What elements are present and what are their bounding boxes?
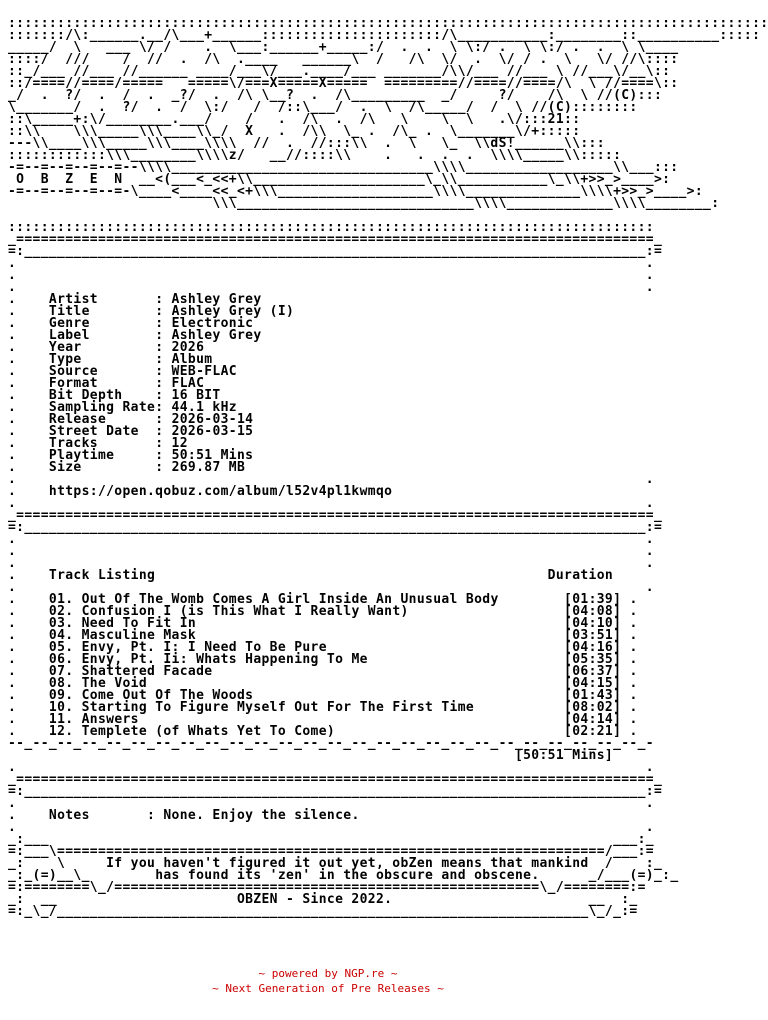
track-number: 12. [48,724,74,739]
field-value-year: 2026 [171,340,205,355]
nfo-line: . . [8,544,654,559]
field-label-bit-depth: Bit Depth [48,388,123,403]
track-duration: [04:15] [564,676,622,691]
powered-by-text: ~ powered by NGP.re ~ [258,967,398,980]
track-title: Envy, Pt. Ii: Whats Happening To Me [81,652,368,667]
track-title: Envy, Pt. I: I Need To Be Pure [81,640,327,655]
field-label-tracks: Tracks [48,436,98,451]
track-number: 06. [48,652,74,667]
field-label-size: Size [48,460,82,475]
field-label-year: Year [48,340,82,355]
track-row: . 06. Envy, Pt. Ii: Whats Happening To Me [05:35] . [8,652,638,667]
info-row-artist: . Artist : Ashley Grey [8,292,262,307]
track-duration: [08:02] [564,700,622,715]
field-value-street-date: 2026-03-15 [171,424,254,439]
ascii-logo-line [8,196,720,211]
separator: _==============================================================================_ [8,772,663,787]
footer [0,966,656,996]
ascii-logo-line: ::::/ /// / // . /\ .____ ______\ / /\ \/ . \/ / . \ \/ //\:::: [8,52,679,67]
track-number: 03. [48,616,74,631]
field-label-title: Title [48,304,90,319]
url-row: . https://open.qobuz.com/album/l52v4pl1kwmqo [8,484,393,499]
field-label-sampling-rate: Sampling Rate [48,400,156,415]
track-title: Masculine Mask [81,628,197,643]
tagline-text: ~ Next Generation of Pre Releases ~ [212,982,444,995]
field-label-type: Type [48,352,82,367]
emblem-left: (=) [32,868,58,883]
track-number: 11. [48,712,74,727]
track-row: . 12. Templete (of Whats Yet To Come) [02:21] . [8,724,638,739]
separator: =:_\_/_________________________________________________________________\_/_:= [8,904,638,919]
notes-row: . Notes : None. Enjoy the silence. [8,808,360,823]
field-label-playtime: Playtime [48,448,115,463]
ascii-logo-line: ::::::::::::\\\________\\\\z/ __//::::\\ . . . . \\\\_____\\::::: [8,148,622,163]
track-row: . 07. Shattered Facade [06:37] . [8,664,638,679]
track-title: The Void [81,676,148,691]
separator: --_--_--_--_--_--_--_--_--_--_--_--_--_--_--_--_--_--_--_--_--_--_--_--_--_--_- [8,736,654,751]
ascii-logo-line: ---\\____\\\_____\\\____\\\\ // . //:::\\ . \ \_ \\dS!______\\::: [8,136,605,151]
info-row-label: . Label : Ashley Grey [8,328,262,343]
motto-row: _: \ If you haven't figured it out yet, obZen means that mankind / :_ [8,856,663,871]
motto-row: _:_(=)__\_ has found its 'zen' in the obscure and obscene. _/___(=)_:_ [8,868,679,883]
nfo-line: . . [8,532,654,547]
track-title: Confusion I (is This What I Really Want) [81,604,409,619]
nfo-line: . . [8,796,654,811]
field-label-street-date: Street Date [48,424,139,439]
ascii-logo-line: -=--=--=--=--=--\\\\________________________________\\\\__________________\\___::: [8,160,679,175]
info-row-tracks: . Tracks : 12 [8,436,188,451]
field-label-source: Source [48,364,98,379]
track-row: . 09. Come Out Of The Woods [01:43] . [8,688,638,703]
field-value-bit-depth: 16 BIT [171,388,221,403]
track-duration: [05:35] [564,652,622,667]
track-header-row: . Track Listing Duration [8,568,614,583]
signature: OBZEN - Since 2022. [236,892,393,907]
track-duration: [01:39] [564,592,622,607]
signature-row: _: __ OBZEN - Since 2022. __ :_ [8,892,638,907]
field-value-title: Ashley Grey (I) [171,304,295,319]
track-row: . 10. Starting To Figure Myself Out For The First Time [08:02] . [8,700,638,715]
ascii-logo-line: _____/ \ ___ \/ / . \___:______+_____:/ . . \ \:/ . \ \:/ . . \ \____ [8,40,679,55]
album-link: https://open.qobuz.com/album/l52v4pl1kwmqo [48,484,393,499]
notes-value: None. Enjoy the silence. [163,808,360,823]
emblem-right: (=) [629,868,654,883]
track-title: Answers [81,712,139,727]
track-row: . 03. Need To Fit In [04:10] . [8,616,638,631]
track-title: Starting To Figure Myself Out For The First Time [81,700,475,715]
ascii-logo-line: O B Z E N __<(___<_<<+\\_____________________\_\\___________\_\\+>>_>____>: [8,172,671,187]
separator: =:____________________________________________________________________________:= [8,244,663,259]
track-number: 10. [48,700,74,715]
info-row-year: . Year : 2026 [8,340,205,355]
ascii-logo-line: ::/====//====/===== =====\/===X=====X===== =========//====//====/\ \ //====\:: [8,76,679,91]
track-duration: [03:51] [564,628,622,643]
ascii-logo-line: -=--=--=--=--=-\____<____<<_<+\\\___________________\\\\______________\\\\+>>_>____>: [8,184,704,199]
separator: ::::::::::::::::::::::::::::::::::::::::::::::::::::::::::::::::::::::::::::::: [8,220,654,235]
motto-line-1: If you haven't figured it out yet, obZen means that mankind [106,856,589,871]
ascii-logo-line: ::_/___ //___ //______ ____/___\/___.____/___ _______/\\/___ //___ \ //___\/__\:: [8,64,671,79]
separator: _==============================================================================_ [8,508,663,523]
field-value-label: Ashley Grey [171,328,262,343]
nfo-line: . . [8,556,654,571]
field-label-genre: Genre [48,316,90,331]
track-row: . 11. Answers [04:14] . [8,712,638,727]
info-row-bit-depth: . Bit Depth : 16 BIT [8,388,221,403]
nfo-line: . . [8,496,654,511]
track-duration: [04:14] [564,712,622,727]
nfo-line: . . [8,268,654,283]
field-label-label: Label [48,328,90,343]
info-row-release: . Release : 2026-03-14 [8,412,254,427]
track-number: 07. [48,664,74,679]
field-value-format: FLAC [171,376,205,391]
nfo-document [8,16,768,958]
info-row-sampling-rate: . Sampling Rate: 44.1 kHz [8,400,237,415]
track-number: 01. [48,592,74,607]
nfo-line: . . [8,760,654,775]
info-row-format: . Format : FLAC [8,376,205,391]
info-row-type: . Type : Album [8,352,213,367]
track-duration: [01:43] [564,688,622,703]
field-value-size: 269.87 MB [171,460,246,475]
track-duration: [04:16] [564,640,622,655]
info-row-genre: . Genre : Electronic [8,316,254,331]
track-row: . 01. Out Of The Womb Comes A Girl Inside An Unusual Body [01:39] . [8,592,638,607]
nfo-line: . . [8,820,654,835]
ascii-logo-line: ::\_____+:\/________.___/ / . /\ . /\ \ \ \ .\/:::21:: [8,112,581,127]
info-row-playtime: . Playtime : 50:51 Mins [8,448,254,463]
ascii-logo-line: ::\\ \\\_____\\\____\\_/ X . /\\ \_ . /\_ . \_______\/+::::: [8,124,581,139]
field-value-artist: Ashley Grey [171,292,262,307]
ascii-logo-line: _/ . ?/ . / . _?/ . /\ \__? . /\_________ _/ ?/ /\ \ //(C)::: [8,88,663,103]
separator: =:========\_/====================================================\_/========:= [8,880,646,895]
track-row: . 05. Envy, Pt. I: I Need To Be Pure [04:16] . [8,640,638,655]
info-row-street-date: . Street Date : 2026-03-15 [8,424,254,439]
track-title: Out Of The Womb Comes A Girl Inside An Unusual Body [81,592,499,607]
track-duration: [04:10] [564,616,622,631]
field-value-genre: Electronic [171,316,254,331]
track-number: 05. [48,640,74,655]
ascii-logo-line: :::::::/\:______.__/\___+______::::::::::::::::::::::/\___________:________::__________::::: [8,28,761,43]
field-value-type: Album [171,352,213,367]
track-number: 04. [48,628,74,643]
nfo-line: . . [8,472,654,487]
track-title: Need To Fit In [81,616,197,631]
field-value-playtime: 50:51 Mins [171,448,254,463]
nfo-line: . . [8,280,654,295]
track-number: 02. [48,604,74,619]
info-row-title: . Title : Ashley Grey (I) [8,304,295,319]
track-row: . 02. Confusion I (is This What I Really Want) [04:08] . [8,604,638,619]
track-duration: [06:37] [564,664,622,679]
field-value-source: WEB-FLAC [171,364,237,379]
track-title: Shattered Facade [81,664,213,679]
track-row: . 04. Masculine Mask [03:51] . [8,628,638,643]
field-label-artist: Artist [48,292,98,307]
track-number: 08. [48,676,74,691]
field-label-format: Format [48,376,98,391]
separator: =:___\===================================================================/___:= [8,844,654,859]
separator: _:___ ___:_ [8,832,654,847]
track-row: . 08. The Void [04:15] . [8,676,638,691]
notes-label: Notes [48,808,90,823]
track-title: Come Out Of The Woods [81,688,254,703]
field-value-tracks: 12 [171,436,188,451]
nfo-line: . . [8,580,654,595]
track-number: 09. [48,688,74,703]
separator: _==============================================================================_ [8,232,663,247]
separator: =:____________________________________________________________________________:= [8,784,663,799]
nfo-line: . . [8,256,654,271]
total-duration: [50:51 Mins] [514,748,614,763]
track-duration: [04:08] [564,604,622,619]
field-value-sampling-rate: 44.1 kHz [171,400,237,415]
track-listing-heading: Track Listing [48,568,156,583]
field-label-release: Release [48,412,107,427]
motto-line-2: has found its 'zen' in the obscure and obscene. [155,868,540,883]
ascii-logo-line: ::::::::::::::::::::::::::::::::::::::::::::::::::::::::::::::::::::::::::::::::::::::::::::: [8,16,768,31]
duration-heading: Duration [547,568,614,583]
track-duration: [02:21] [564,724,622,739]
ascii-logo-line: \\\_____________________________\\\\_____________\\\\________: [8,196,720,211]
ascii-logo-line: \_______/ . ?/ . / \:/ / /::\___/ . \ /\_____/ / \ //(C):::::::: [8,100,638,115]
track-title: Templete (of Whats Yet To Come) [81,724,336,739]
separator: =:____________________________________________________________________________:= [8,520,663,535]
info-row-size: . Size : 269.87 MB [8,460,246,475]
field-value-release: 2026-03-14 [171,412,254,427]
info-row-source: . Source : WEB-FLAC [8,364,237,379]
